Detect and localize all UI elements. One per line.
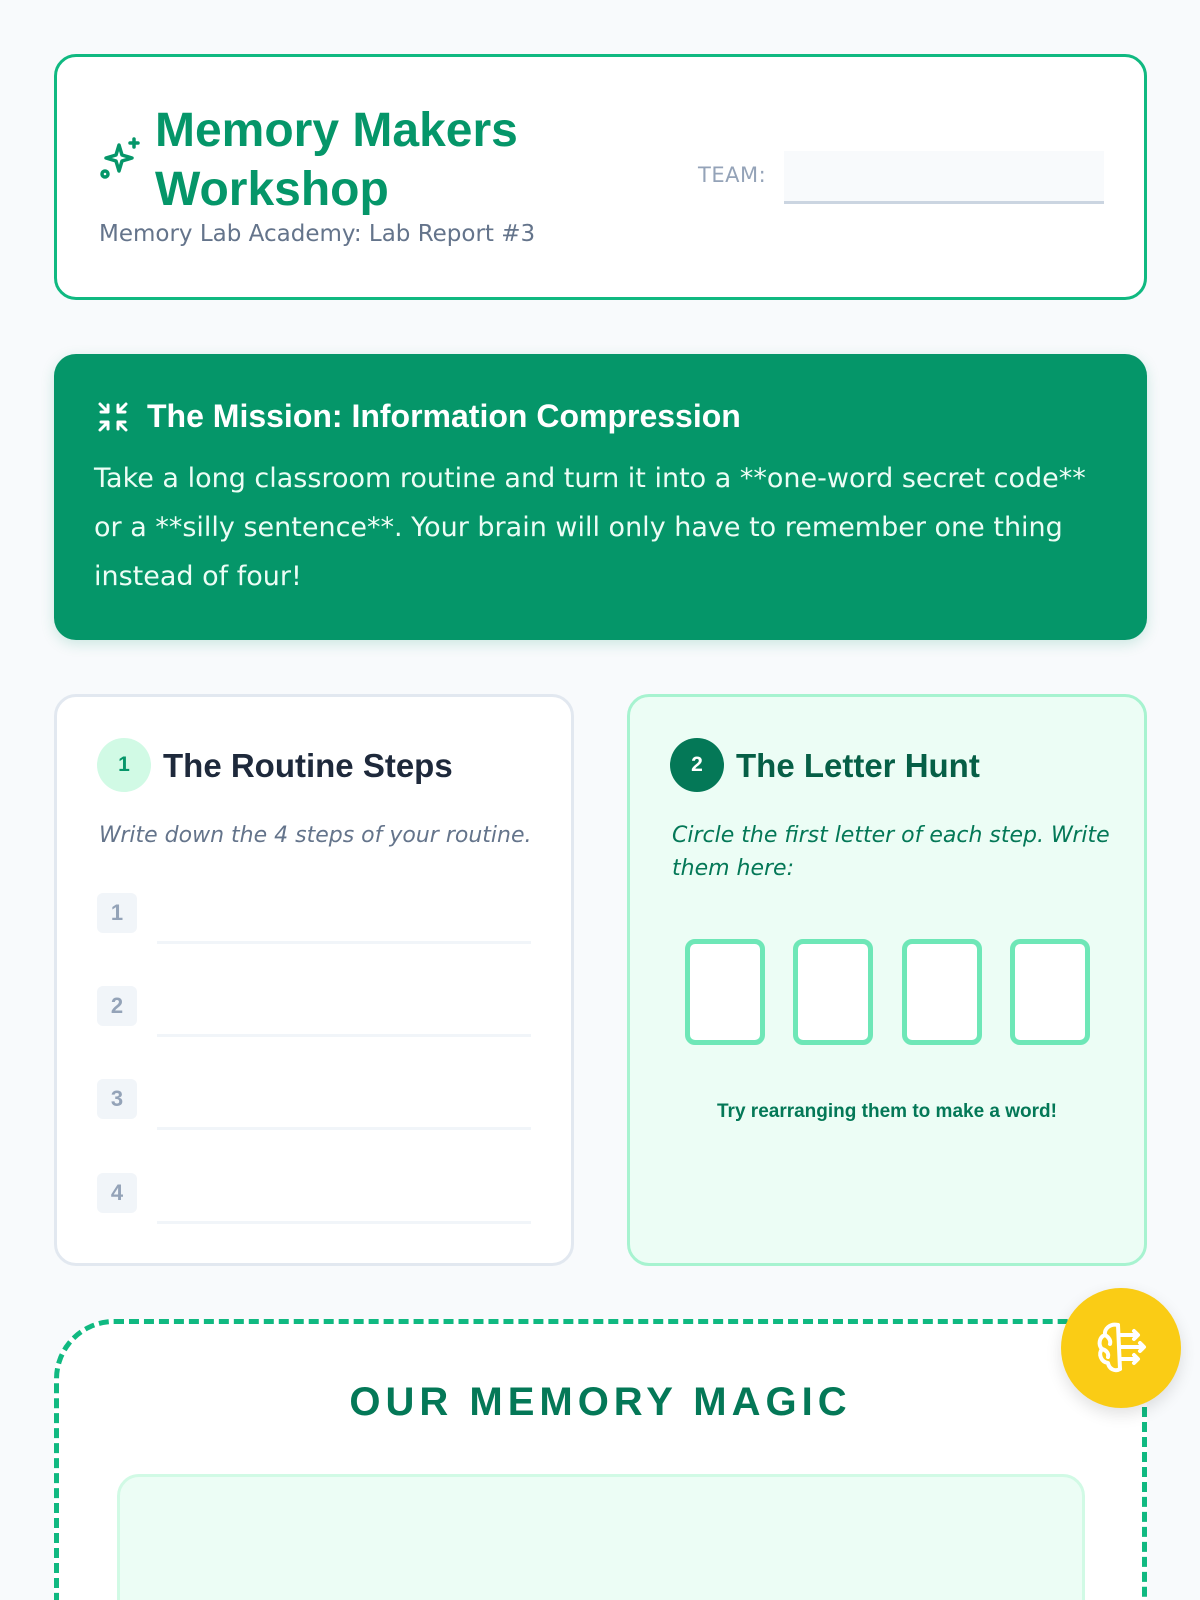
letter-hunt-title: The Letter Hunt (736, 747, 980, 784)
memory-magic-title: OUR MEMORY MAGIC (349, 1380, 852, 1424)
mission-title: The Mission: Information Compression (147, 398, 741, 434)
sparkle-icon (97, 135, 145, 183)
step-write-line[interactable] (157, 1221, 531, 1224)
letter-box[interactable] (685, 939, 765, 1045)
routine-step-row[interactable] (97, 986, 533, 1048)
mission-text: Take a long classroom routine and turn it into a **one-word secret code** or a **silly sentence**. Your brain will only have to remember one thing instead of four! (94, 463, 1086, 592)
routine-instruction: Write down the 4 steps of your routine. (99, 823, 532, 848)
brain-badge (1061, 1288, 1181, 1408)
mission-banner (54, 354, 1147, 640)
step-write-line[interactable] (157, 1127, 531, 1130)
step-index: 1 (97, 893, 137, 933)
page-title: Memory Makers Workshop (155, 104, 518, 216)
page-subtitle: Memory Lab Academy: Lab Report #3 (99, 221, 536, 247)
letter-hunt-instruction: Circle the first letter of each step. Write them here: (672, 823, 1110, 881)
letter-box[interactable] (793, 939, 873, 1045)
brain-icon (1090, 1317, 1152, 1379)
routine-steps-card (54, 694, 574, 1266)
routine-step-row[interactable] (97, 1079, 533, 1141)
step-number-badge: 1 (97, 738, 151, 792)
rearrange-hint: Try rearranging them to make a word! (717, 1101, 1057, 1122)
step-write-line[interactable] (157, 1034, 531, 1037)
memory-magic-section (54, 1319, 1147, 1600)
step-index: 2 (97, 986, 137, 1026)
routine-step-row[interactable] (97, 1173, 533, 1235)
compress-icon (96, 400, 130, 434)
letter-hunt-card (627, 694, 1147, 1266)
memory-magic-answer-area[interactable] (117, 1474, 1085, 1600)
letter-box[interactable] (1010, 939, 1090, 1045)
step-index: 3 (97, 1079, 137, 1119)
team-input[interactable] (784, 151, 1104, 204)
step-write-line[interactable] (157, 941, 531, 944)
header-card (54, 54, 1147, 300)
routine-steps-title: The Routine Steps (163, 747, 453, 784)
letter-box[interactable] (902, 939, 982, 1045)
team-label: TEAM: (698, 163, 767, 187)
step-number-badge: 2 (670, 738, 724, 792)
step-index: 4 (97, 1173, 137, 1213)
routine-step-row[interactable] (97, 893, 533, 955)
